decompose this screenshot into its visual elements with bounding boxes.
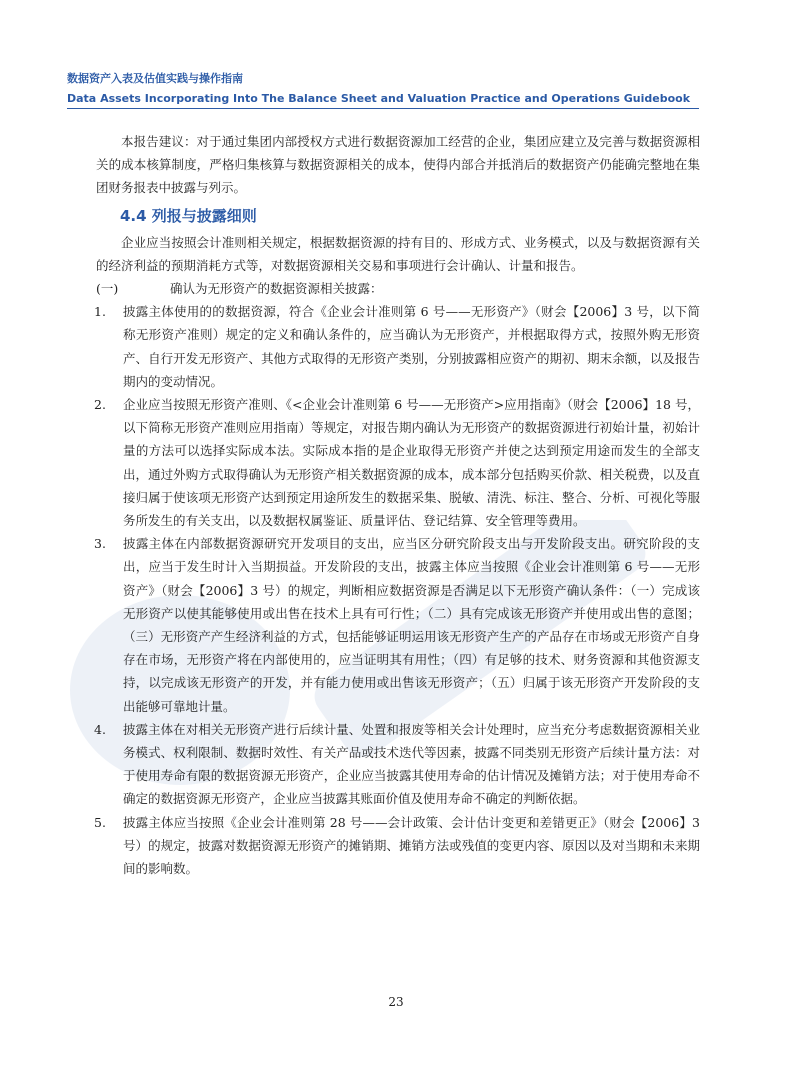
section-paragraph: 企业应当按照会计准则相关规定，根据数据资源的持有目的、形成方式、业务模式，以及与数据资源有关的经济利益的预期消耗方式等，对数据资源相关交易和事项进行会计确认、计量和报告。 — [96, 234, 700, 273]
subsection-heading — [96, 277, 700, 300]
list-item — [96, 718, 700, 811]
list-item-number: 4. — [94, 721, 106, 737]
header-divider — [67, 108, 699, 109]
list-item-text: 披露主体应当按照《企业会计准则第 28 号——会计政策、会计估计变更和差错更正》（财会【2006】3 号）的规定，披露对数据资源无形资产的摊销期、摊销方法或残值的变更内容、原因以及对当期和未来期间的影响数。 — [123, 814, 700, 877]
list-item — [96, 300, 700, 393]
list-item-text: 披露主体在对相关无形资产进行后续计量、处置和报废等相关会计处理时，应当充分考虑数据资源相关业务模式、权利限制、数据时效性、有关产品或技术迭代等因素，披露不同类别无形资产后续计量方法：对于使用寿命有限的数据资源无形资产，企业应当披露其使用寿命的估计情况及摊销方法；对于使用寿命不确定的数据资源无形资产，企业应当披露其账面价值及使用寿命不确定的判断依据。 — [123, 721, 700, 807]
list-item — [96, 393, 700, 532]
header-title-cn: 数据资产入表及估值实践与操作指南 — [67, 72, 243, 85]
list-item-number: 3. — [94, 536, 106, 552]
list-item — [96, 811, 700, 881]
list-item-number: 5. — [94, 814, 106, 830]
subsection-number: (一) — [96, 281, 119, 297]
list-item-text: 披露主体在内部数据资源研究开发项目的支出，应当区分研究阶段支出与开发阶段支出。研究阶段的支出，应当于发生时计入当期损益。开发阶段的支出，披露主体应当按照《企业会计准则第 6 号——无形资产》（财会【2006】3 号）的规定，判断相应数据资源是否满足以下无形资产确认条件：（一）完成该无形资产以使其能够使用或出售在技术上具有可行性；（二）具有完成该无形资产并使用或出售的意图；（三）无形资产产生经济利益的方式，包括能够证明运用该无形资产生产的产品存在市场或无形资产自身存在市场，无形资产将在内部使用的，应当证明其有用性；（四）有足够的技术、财务资源和其他资源支持，以完成该无形资产的开发，并有能力使用或出售该无形资产；（五）归属于该无形资产开发阶段的支出能够可靠地计量。 — [123, 536, 700, 714]
page-content — [96, 130, 700, 880]
list-item-number: 1. — [94, 304, 106, 320]
list-item-text: 企业应当按照无形资产准则、《<企业会计准则第 6 号——无形资产>应用指南》（财会【2006】18 号，以下简称无形资产准则应用指南）等规定，对报告期内确认为无形资产的数据资源进行初始计量，初始计量的方法可以选择实际成本法。实际成本指的是企业取得无形资产并使之达到预定用途而发生的全部支出，通过外购方式取得确认为无形资产相关数据资源的成本，成本部分包括购买价款、相关税费，以及直接归属于使该项无形资产达到预定用途所发生的数据采集、脱敏、清洗、标注、整合、分析、可视化等服务所发生的有关支出，以及数据权属鉴证、质量评估、登记结算、安全管理等费用。 — [123, 397, 700, 529]
page-number: 23 — [388, 995, 404, 1009]
section-heading: 4.4 列报与披露细则 — [120, 206, 257, 225]
header-title-en: Data Assets Incorporating Into The Balance Sheet and Valuation Practice and Operations Guidebook — [67, 92, 691, 105]
list-item-number: 2. — [94, 397, 106, 413]
subsection-title: 确认为无形资产的数据资源相关披露： — [170, 281, 383, 297]
list-item-text: 披露主体使用的的数据资源，符合《企业会计准则第 6 号——无形资产》（财会【2006】3 号，以下简称无形资产准则）规定的定义和确认条件的，应当确认为无形资产，并根据取得方式，按照外购无形资产、自行开发无形资产、其他方式取得的无形资产类别，分别披露相应资产的期初、期末余额，以及报告期内的变动情况。 — [123, 304, 700, 389]
list-item — [96, 532, 700, 718]
intro-paragraph: 本报告建议：对于通过集团内部授权方式进行数据资源加工经营的企业，集团应建立及完善与数据资源相关的成本核算制度，严格归集核算与数据资源相关的成本，使得内部合并抵消后的数据资产仍能确完整地在集团财务报表中披露与列示。 — [96, 134, 700, 196]
